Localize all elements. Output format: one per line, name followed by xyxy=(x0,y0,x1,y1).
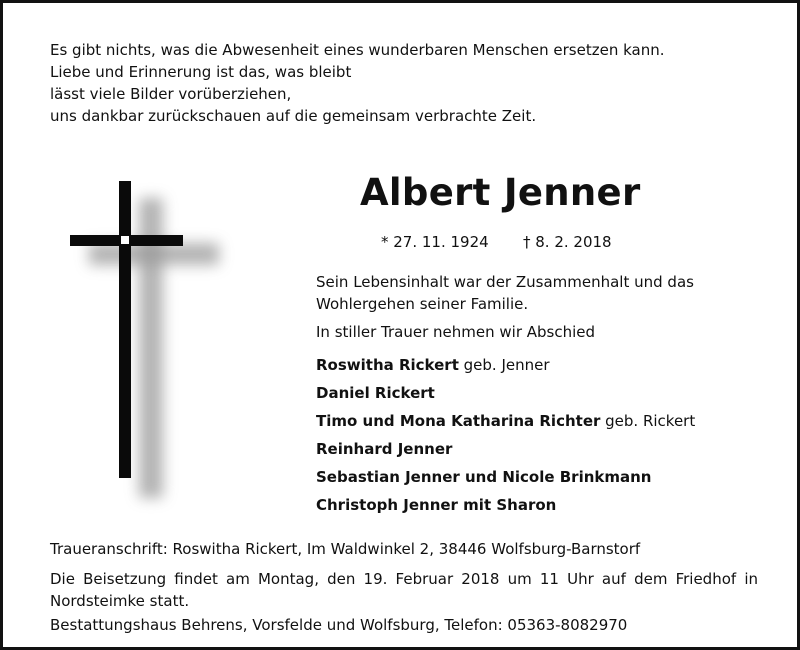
mourner-name: Daniel Rickert xyxy=(316,384,435,402)
poem-line: Es gibt nichts, was die Abwesenheit eines wunderbaren Menschen ersetzen kann. xyxy=(50,41,665,59)
mourner xyxy=(316,379,695,407)
mourner xyxy=(316,463,695,491)
mourner-suffix: geb. Jenner xyxy=(458,356,550,374)
poem-line: Liebe und Erinnerung ist das, was bleibt xyxy=(50,63,352,81)
funeral-info: Die Beisetzung findet am Montag, den 19. Februar 2018 um 11 Uhr auf dem Friedhof in Nordsteimke statt. xyxy=(50,570,758,610)
mourner-name: Reinhard Jenner xyxy=(316,440,453,458)
poem xyxy=(50,39,665,127)
birth-date: * 27. 11. 1924 xyxy=(381,233,489,251)
cross-icon xyxy=(69,178,214,508)
tribute-line: Wohlergehen seiner Familie. xyxy=(316,295,529,313)
tribute-text xyxy=(316,271,694,315)
cross-vertical-beam xyxy=(119,181,131,478)
mourner xyxy=(316,435,695,463)
death-date: † 8. 2. 2018 xyxy=(523,233,612,251)
cross-shadow-horizontal xyxy=(89,243,219,265)
cross-center-mark xyxy=(121,236,129,244)
poem-line: lässt viele Bilder vorüberziehen, xyxy=(50,85,292,103)
undertaker-info: Bestattungshaus Behrens, Vorsfelde und Wolfsburg, Telefon: 05363-8082970 xyxy=(50,616,628,634)
farewell-line: In stiller Trauer nehmen wir Abschied xyxy=(316,323,596,341)
mourner-name: Timo und Mona Katharina Richter xyxy=(316,412,601,430)
mourner xyxy=(316,491,695,519)
mourner xyxy=(316,351,695,379)
mourner xyxy=(316,407,695,435)
tribute-line: Sein Lebensinhalt war der Zusammenhalt und das xyxy=(316,273,694,291)
mourner-suffix: geb. Rickert xyxy=(600,412,696,430)
mourner-name: Sebastian Jenner und Nicole Brinkmann xyxy=(316,468,652,486)
deceased-name: Albert Jenner xyxy=(360,171,641,214)
mourners-list xyxy=(316,351,695,519)
poem-line: uns dankbar zurückschauen auf die gemeinsam verbrachte Zeit. xyxy=(50,107,537,125)
mourner-name: Christoph Jenner mit Sharon xyxy=(316,496,557,514)
mourning-address: Traueranschrift: Roswitha Rickert, Im Waldwinkel 2, 38446 Wolfsburg-Barnstorf xyxy=(50,540,641,558)
mourner-name: Roswitha Rickert xyxy=(316,356,459,374)
